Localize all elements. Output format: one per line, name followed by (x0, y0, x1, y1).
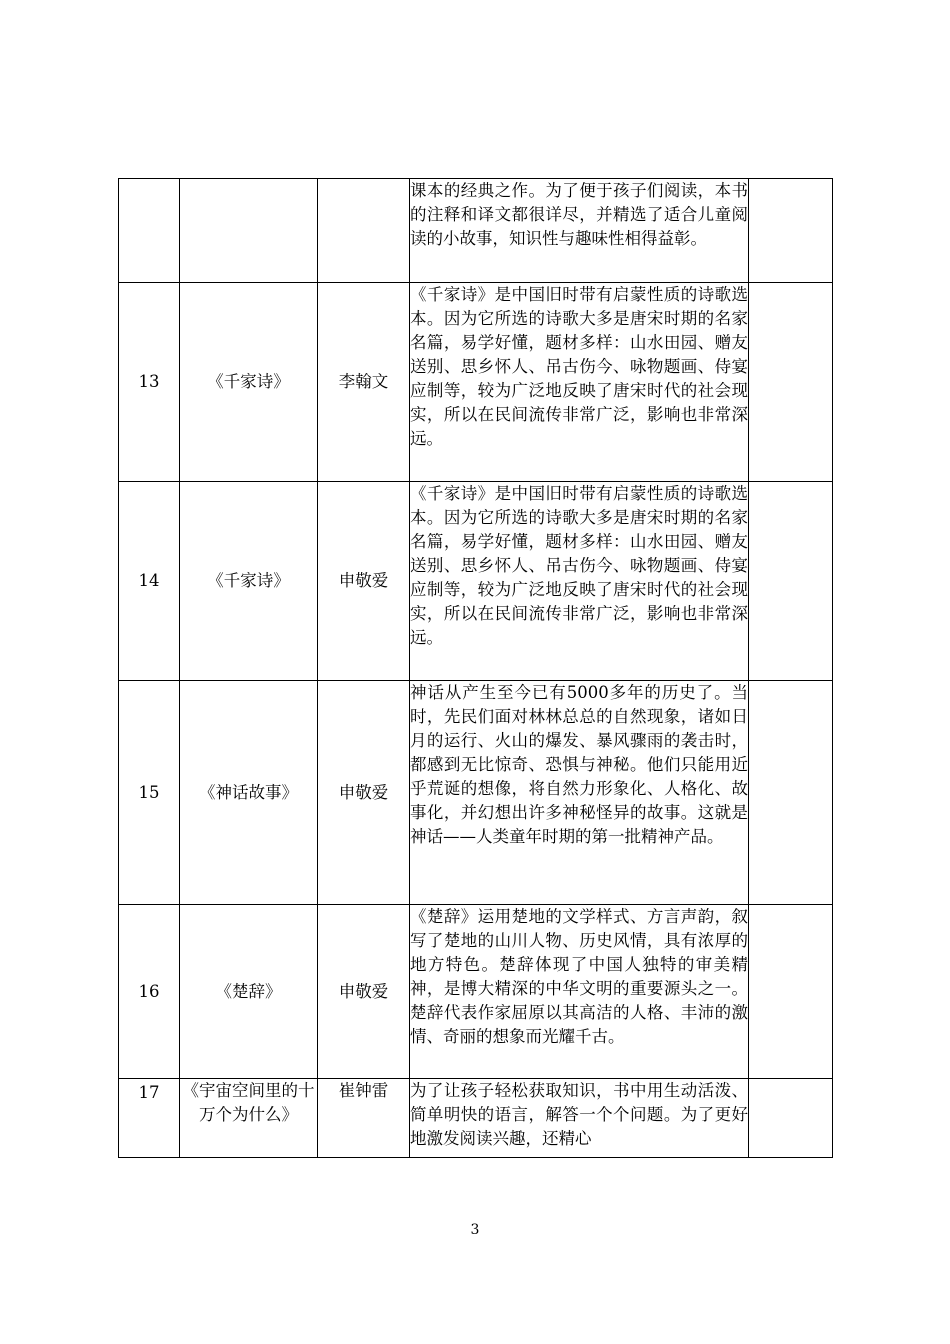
empty-cell (749, 681, 833, 905)
book-description: 《千家诗》是中国旧时带有启蒙性质的诗歌选本。因为它所选的诗歌大多是唐宋时期的名家名篇，易学好懂，题材多样：山水田园、赠友送别、思乡怀人、吊古伤今、咏物题画、侍宴应制等，较为广泛地反映了唐宋时代的社会现实，所以在民间流传非常广泛，影响也非常深远。 (410, 482, 749, 681)
book-list-table (118, 178, 833, 1158)
empty-cell (749, 905, 833, 1079)
book-title (180, 179, 318, 283)
book-author (318, 179, 410, 283)
row-number: 14 (119, 482, 180, 681)
row-number: 13 (119, 283, 180, 482)
book-description: 《千家诗》是中国旧时带有启蒙性质的诗歌选本。因为它所选的诗歌大多是唐宋时期的名家名篇，易学好懂，题材多样：山水田园、赠友送别、思乡怀人、吊古伤今、咏物题画、侍宴应制等，较为广泛地反映了唐宋时代的社会现实，所以在民间流传非常广泛，影响也非常深远。 (410, 283, 749, 482)
book-author: 李翰文 (318, 283, 410, 482)
book-author: 申敬爱 (318, 905, 410, 1079)
table-row (119, 681, 833, 905)
book-author: 申敬爱 (318, 681, 410, 905)
table-row (119, 283, 833, 482)
book-title: 《千家诗》 (180, 283, 318, 482)
book-title: 《楚辞》 (180, 905, 318, 1079)
book-author: 崔钟雷 (318, 1079, 410, 1158)
table-row (119, 482, 833, 681)
book-description: 课本的经典之作。为了便于孩子们阅读，本书的注释和译文都很详尽，并精选了适合儿童阅读的小故事，知识性与趣味性相得益彰。 (410, 179, 749, 283)
book-description: 神话从产生至今已有5000多年的历史了。当时，先民们面对林林总总的自然现象，诸如日月的运行、火山的爆发、暴风骤雨的袭击时，都感到无比惊奇、恐惧与神秘。他们只能用近乎荒诞的想像，将自然力形象化、人格化、故事化，并幻想出许多神秘怪异的故事。这就是神话——人类童年时期的第一批精神产品。 (410, 681, 749, 905)
book-author: 申敬爱 (318, 482, 410, 681)
empty-cell (749, 1079, 833, 1158)
book-title: 《千家诗》 (180, 482, 318, 681)
table-row (119, 179, 833, 283)
empty-cell (749, 179, 833, 283)
row-number: 17 (119, 1079, 180, 1158)
book-title: 《宇宙空间里的十万个为什么》 (180, 1079, 318, 1158)
book-description: 为了让孩子轻松获取知识，书中用生动活泼、简单明快的语言，解答一个个问题。为了更好地激发阅读兴趣，还精心 (410, 1081, 748, 1148)
row-number: 16 (119, 905, 180, 1079)
book-description: 《楚辞》运用楚地的文学样式、方言声韵，叙写了楚地的山川人物、历史风情，具有浓厚的地方特色。楚辞体现了中国人独特的审美精神，是博大精深的中华文明的重要源头之一。楚辞代表作家屈原以其高洁的人格、丰沛的激情、奇丽的想象而光耀千古。 (410, 905, 749, 1079)
row-number: 15 (119, 681, 180, 905)
page-number: 3 (470, 1222, 480, 1238)
table-row (119, 905, 833, 1079)
empty-cell (749, 482, 833, 681)
book-title: 《神话故事》 (180, 681, 318, 905)
book-description-cell (410, 1079, 749, 1158)
table-row (119, 1079, 833, 1158)
empty-cell (749, 283, 833, 482)
row-number (119, 179, 180, 283)
